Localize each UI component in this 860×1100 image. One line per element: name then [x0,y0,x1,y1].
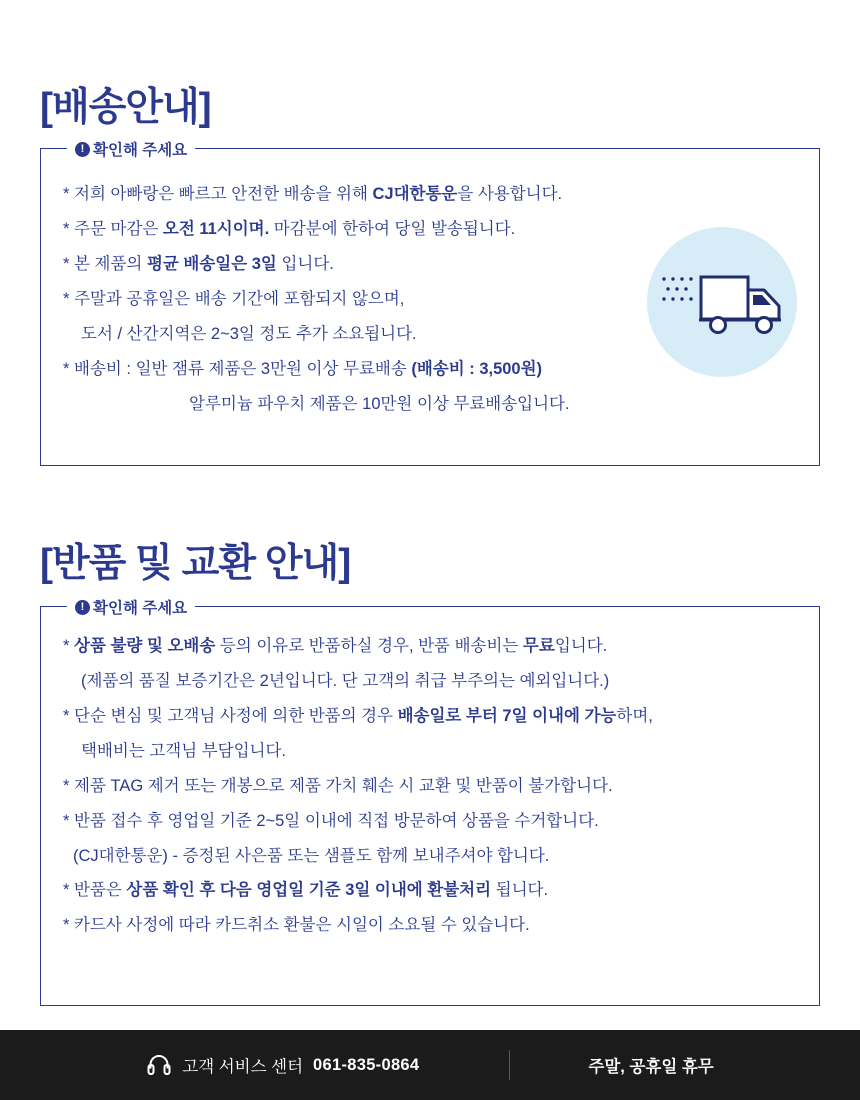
return-line-6 [63,810,801,834]
return-info-box [40,600,820,1006]
text-segment: 상품 확인 후 다음 영업일 기준 3일 이내에 환불처리 [126,881,492,900]
text-segment: 상품 불량 및 오배송 [74,637,216,655]
return-line-2 [63,670,801,694]
return-box-legend [67,596,195,618]
text-segment: 평균 배송일은 3일 [146,254,277,273]
text-segment: * 주말과 공휴일은 배송 기간에 포함되지 않으며, [63,289,405,308]
text-segment: 등의 이유로 반품하실 경우, 반품 배송비는 [215,637,523,655]
text-segment: * 주문 마감은 [63,219,163,238]
text-segment: (제품의 품질 보증기간은 2년입니다. 단 고객의 취급 부주의는 예외입니다.) [81,671,610,690]
shipping-line-1 [63,183,801,207]
footer-bar [0,1030,860,1100]
return-legend-label: 확인해 주세요 [93,600,188,617]
text-segment: * 배송비 : 일반 잼류 제품은 3만원 이상 무료배송 [63,359,412,378]
exclamation-icon: ! [75,142,90,157]
footer-divider [509,1050,510,1080]
shipping-info-box [40,142,820,466]
return-line-5 [63,775,801,799]
text-segment: * 카드사 사정에 따라 카드취소 환불은 시일이 소요될 수 있습니다. [63,916,530,935]
shipping-section-title: [배송안내] [40,86,211,130]
text-segment: * 저희 아빠랑은 빠르고 안전한 배송을 위해 [63,185,373,203]
text-segment: 도서 / 산간지역은 2~3일 정도 추가 소요됩니다. [81,324,417,343]
return-line-3 [63,705,801,729]
headset-icon [146,1052,172,1078]
customer-service-label: 고객 서비스 센터 [182,1058,304,1076]
text-segment: * 반품은 [63,881,127,900]
return-section-title: [반품 및 교환 안내] [40,542,351,586]
text-segment: 무료 [522,637,555,655]
delivery-truck-icon [647,227,797,377]
text-segment: 하며, [616,706,653,725]
text-segment: 알루미늄 파우치 제품은 10만원 이상 무료배송입니다. [189,394,570,413]
text-segment: 됩니다. [491,881,549,900]
text-segment: * 반품 접수 후 영업일 기준 2~5일 이내에 직접 방문하여 상품을 수거합니다. [63,811,599,830]
text-segment: 마감분에 한하여 당일 발송됩니다. [269,219,516,238]
shipping-box-legend [67,138,195,160]
text-segment: 오전 11시이며. [162,219,270,238]
text-segment: (CJ대한통운) - 증정된 사은품 또는 샘플도 함께 보내주셔야 합니다. [73,846,550,865]
return-line-7 [63,845,801,869]
truck-illustration [661,271,785,339]
return-line-9 [63,914,801,938]
text-segment: 입니다. [554,637,608,655]
customer-service-info [146,1052,419,1078]
text-segment: 택배비는 고객님 부담입니다. [81,741,287,760]
customer-service-phone: 061-835-0864 [313,1055,420,1074]
return-line-1 [63,635,801,659]
text-segment: 입니다. [276,254,334,273]
text-segment: * [63,637,75,655]
text-segment: * 단순 변심 및 고객님 사정에 의한 반품의 경우 [63,706,398,725]
return-lines-container [63,635,801,949]
text-segment: * 본 제품의 [63,254,147,273]
text-segment: * 제품 TAG 제거 또는 개봉으로 제품 가치 훼손 시 교환 및 반품이 불가합니다. [63,776,613,795]
text-segment: (배송비 : 3,500원) [411,359,543,378]
text-segment: CJ대한통운 [372,185,458,203]
return-line-4 [63,740,801,764]
return-line-8 [63,879,801,903]
text-segment: 을 사용합니다. [457,185,563,203]
shipping-legend-label: 확인해 주세요 [93,142,188,159]
shipping-line-7 [63,393,801,417]
text-segment: 배송일로 부터 7일 이내에 가능 [397,706,617,725]
exclamation-icon: ! [75,600,90,615]
business-hours: 주말, 공휴일 휴무 [588,1058,714,1076]
